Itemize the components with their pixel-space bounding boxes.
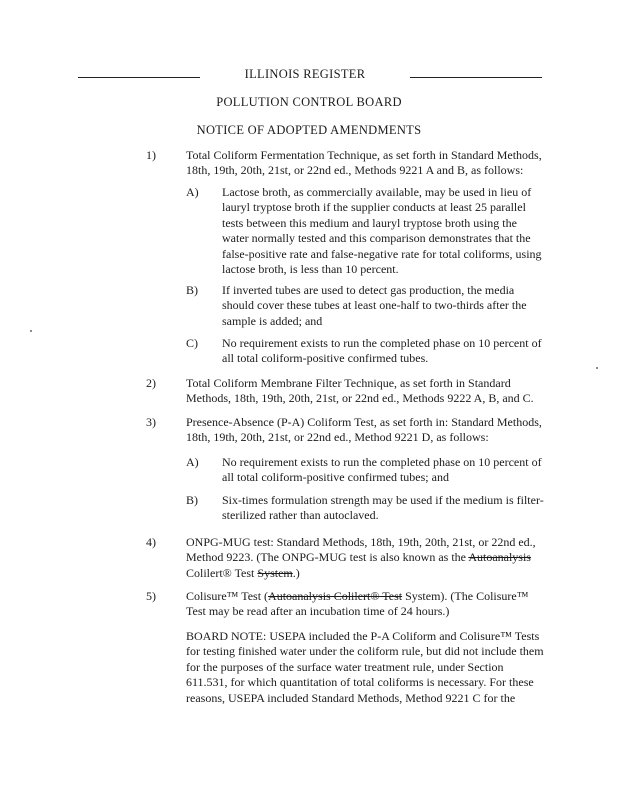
text-line: If inverted tubes are used to detect gas production, the media bbox=[222, 283, 515, 297]
item-1a-text bbox=[222, 185, 542, 277]
item-1c-text bbox=[222, 336, 542, 367]
text-segment: System). (The Colisure™ bbox=[402, 589, 529, 603]
text-line: Methods, 18th, 19th, 20th, 21st, or 22nd ed., Methods 9222 A, B, and C. bbox=[186, 391, 534, 406]
text-line: false-positive rate and false-negative rate for total coliforms, using bbox=[222, 246, 542, 261]
item-1-text bbox=[186, 148, 542, 179]
text-segment: Colisure™ Test ( bbox=[186, 589, 269, 603]
item-1a-number: A) bbox=[186, 185, 199, 199]
text-line: Total Coliform Fermentation Technique, as set forth in Standard Methods, bbox=[186, 148, 542, 162]
item-3b-text bbox=[222, 493, 544, 524]
text-line: lactose broth, is less than 10 percent. bbox=[222, 262, 399, 277]
text-line: No requirement exists to run the completed phase on 10 percent of bbox=[222, 455, 542, 469]
item-3b-number: B) bbox=[186, 493, 198, 507]
register-title: ILLINOIS REGISTER bbox=[200, 67, 410, 82]
text-line: Test may be read after an incubation time of 24 hours.) bbox=[186, 604, 450, 619]
text-line: 611.531, for which quantitation of total coliforms is necessary. For these bbox=[186, 675, 534, 690]
item-4-number: 4) bbox=[146, 535, 156, 549]
text-line: all total coliform-positive confirmed tubes; and bbox=[222, 470, 449, 485]
text-line: lauryl tryptose broth if the supplier conducts at least 25 parallel bbox=[222, 200, 526, 215]
item-5-text bbox=[186, 589, 529, 620]
text-line: Total Coliform Membrane Filter Technique, as set forth in Standard bbox=[186, 376, 511, 390]
text-segment: .) bbox=[292, 565, 300, 580]
text-line: 18th, 19th, 20th, 21st, or 22nd ed., Methods 9221 A and B, as follows: bbox=[186, 163, 524, 178]
item-5-number: 5) bbox=[146, 589, 156, 603]
notice-title: NOTICE OF ADOPTED AMENDMENTS bbox=[196, 123, 422, 137]
item-3a-number: A) bbox=[186, 455, 199, 469]
text-line: tests between this medium and lauryl tryptose broth using the bbox=[222, 215, 517, 230]
item-3-number: 3) bbox=[146, 415, 156, 429]
text-line: Six-times formulation strength may be used if the medium is filter- bbox=[222, 493, 544, 507]
item-3-text bbox=[186, 415, 542, 446]
item-4-text bbox=[186, 535, 536, 581]
scan-speck bbox=[596, 367, 598, 369]
text-line: all total coliform-positive confirmed tubes. bbox=[222, 351, 429, 366]
text-line bbox=[186, 566, 536, 581]
text-line: BOARD NOTE: USEPA included the P-A Coliform and Colisure™ Tests bbox=[186, 629, 540, 643]
board-title: POLLUTION CONTROL BOARD bbox=[216, 95, 402, 109]
struck-text: Autoanalysis Colilert® Test bbox=[268, 589, 403, 603]
scan-speck bbox=[30, 330, 32, 332]
text-line: No requirement exists to run the completed phase on 10 percent of bbox=[222, 336, 542, 350]
text-segment: Method 9223. (The ONPG-MUG test is also known as the bbox=[186, 550, 469, 565]
item-2-text bbox=[186, 376, 534, 407]
text-line: Presence-Absence (P-A) Coliform Test, as set forth in: Standard Methods, bbox=[186, 415, 542, 429]
struck-text: System bbox=[257, 565, 293, 580]
text-line: ONPG-MUG test: Standard Methods, 18th, 19th, 20th, 21st, or 22nd ed., bbox=[186, 535, 536, 549]
text-line bbox=[186, 589, 529, 604]
board-note bbox=[186, 629, 544, 706]
item-1b-text bbox=[222, 283, 527, 329]
text-line: Lactose broth, as commercially available, may be used in lieu of bbox=[222, 185, 532, 199]
struck-text: Autoanalysis bbox=[468, 550, 531, 565]
text-line: for the purposes of the surface water treatment rule, under Section bbox=[186, 659, 504, 674]
text-line bbox=[186, 550, 536, 565]
text-line: sterilized rather than autoclaved. bbox=[222, 508, 379, 523]
text-line: 18th, 19th, 20th, 21st, or 22nd ed., Method 9221 D, as follows: bbox=[186, 430, 489, 445]
item-1-number: 1) bbox=[146, 148, 156, 162]
text-line: reasons, USEPA included Standard Methods, Method 9221 C for the bbox=[186, 690, 516, 705]
text-line: water normally tested and this comparison demonstrates that the bbox=[222, 231, 531, 246]
text-line: sample is added; and bbox=[222, 313, 323, 328]
item-3a-text bbox=[222, 455, 542, 486]
text-line: for testing finished water under the coliform rule, but did not include them bbox=[186, 644, 544, 659]
item-1b-number: B) bbox=[186, 283, 198, 297]
item-1c-number: C) bbox=[186, 336, 198, 350]
item-2-number: 2) bbox=[146, 376, 156, 390]
text-line: should cover these tubes at least one-half to two-thirds after the bbox=[222, 298, 527, 313]
text-segment: Colilert® Test bbox=[186, 565, 258, 580]
